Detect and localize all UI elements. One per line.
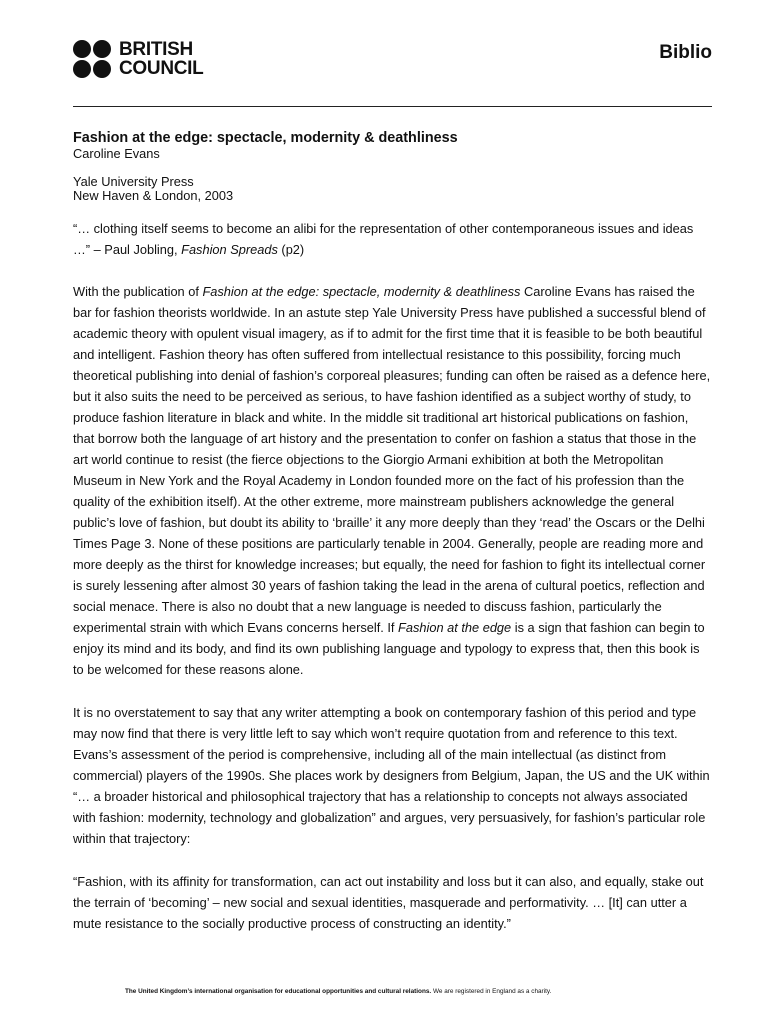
british-council-logo [73,40,203,78]
section-label: Biblio [659,42,712,63]
logo-dots-icon [73,40,113,78]
paragraph-2: It is no overstatement to say that any writer attempting a book on contemporary fashion of this period and type may now find that there is very little left to say which won’t require quotation from and reference to this text. Evans’s assessment of the period is comprehensive, including all of the main intellectual (as distinct from commercial) players of the 1990s. She places work by designers from Belgium, Japan, the US and the UK within “… a broader historical and philosophical trajectory that has a relationship to concepts not always associated with fashion: modernity, technology and globalization” and argues, very persuasively, for fashion’s particular role within that trajectory: [73,705,710,846]
paragraph-3-quote: “Fashion, with its affinity for transformation, can act out instability and loss but it can also, and equally, stake out the terrain of ‘becoming’ – new social and sexual identities, masquerade and performativity. … [It] can utter a mute resistance to the socially productive process of constructing an identity.” [73,874,704,931]
book-place-year: New Haven & London, 2003 [73,188,234,203]
header-divider [73,106,712,107]
epigraph-work-title: Fashion Spreads [181,242,278,257]
footer-note: The United Kingdom’s international organisation for educational opportunities and cultural relations. We are registered in England as a charity. [125,988,552,995]
article-body [73,130,713,934]
epigraph: “… clothing itself seems to become an alibi for the representation of other contemporaneous issues and ideas …” – Paul Jobling, Fashion Spreads (p2) [73,221,694,257]
logo-wordmark: BRITISH COUNCIL [119,39,204,79]
paragraph-1: With the publication of Fashion at the edge: spectacle, modernity & deathliness Caroline Evans has raised the bar for fashion theorists worldwide. In an astute step Yale University Press have published a successful blend of academic theory with opulent visual imagery, as if to admit for the first time that it is feasible to be both beautiful and intelligent. Fashion theory has often suffered from intellectual resistance to this possibility, forcing much theoretical publishing into denial of fashion’s corporeal pleasures; funding can often be raised as a defence here, but it also suits the need to be perceived as serious, to have fashion identified as a subject worthy of study, to produce fashion literature in black and white. In the middle sit traditional art historical publications on fashion, that borrow both the language of art history and the presentation to confer on fashion a status that those in the art world continue to resist (the fierce objections to the Giorgio Armani exhibition at both the Metropolitan Museum in New York and the Royal Academy in London founded more on the fact of his profession than the quality of the exhibition itself). At the other extreme, more mainstream publishers acknowledge the general public’s love of fashion, but doubt its ability to ‘braille’ it any more deeply than they ‘read’ the Oscars or the Delhi Times Page 3. None of these positions are particularly tenable in 2004. Generally, people are reading more and more deeply as the thirst for knowledge increases; but equally, the need for fashion to fight its intellectual corner is surely lessening after almost 30 years of fashion taking the lead in the arena of cultural poetics, reflection and social menace. There is also no doubt that a new language is needed to discuss fashion, particularly the experimental strain with which Evans concerns herself. If Fashion at the edge is a sign that fashion can begin to enjoy its mind and its body, and find its own publishing language and typology to express that, then this book is to be welcomed for these reasons alone. [73,284,711,677]
book-publisher: Yale University Press [73,174,194,189]
book-author: Caroline Evans [73,146,160,161]
book-title: Fashion at the edge: spectacle, modernity & deathliness [73,130,458,146]
